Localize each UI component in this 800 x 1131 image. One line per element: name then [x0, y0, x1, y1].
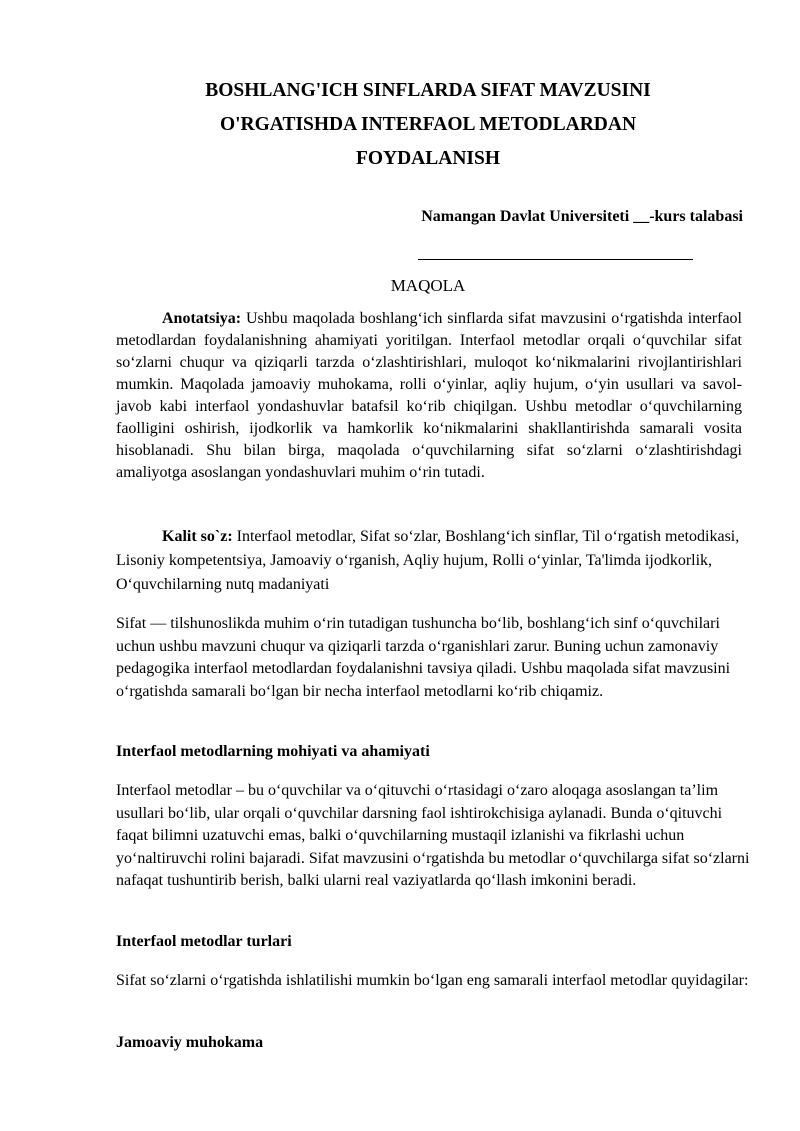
- types-paragraph: Sifat so‘zlarni o‘rgatishda ishlatilishi mumkin bo‘lgan eng samarali interfaol metodlar quyidagilar:: [116, 972, 749, 989]
- abstract-label: Anotatsiya:: [162, 310, 242, 327]
- article-title: [100, 74, 756, 176]
- abstract-paragraph: [116, 308, 742, 484]
- keywords-text: Interfaol metodlar, Sifat so‘zlar, Boshlang‘ich sinflar, Til o‘rgatish metodikasi, Lisoniy kompetentsiya, Jamoaviy o‘rganish, Aqliy hujum, Rolli o‘yinlar, Ta'limda ijodkorlik, O‘quvchilarning nutq madaniyati: [116, 528, 740, 593]
- section-heading-essence: Interfaol metodlarning mohiyati va ahamiyati: [116, 743, 430, 760]
- abstract-text: Ushbu maqolada boshlang‘ich sinflarda sifat mavzusini o‘rgatishda interfaol metodlardan foydalanishning ahamiyati yoritilgan. Interfaol metodlar orqali o‘quvchilar sifat so‘zlarni chuqur va qiziqarli tarzda o‘zlashtirishlari, muloqot ko‘nikmalarini rivojlantirishlari mumkin. Maqolada jamoaviy muhokama, rolli o‘yinlar, aqliy hujum, o‘yin usullari va savol-javob kabi interfaol yondashuvlar batafsil ko‘rib chiqilgan. Ushbu metodlar o‘quvchilarning faolligini oshirish, ijodkorlik va hamkorlik ko‘nikmalarini shakllantirishda samarali vosita hisoblanadi. Shu bilan birga, maqolada o‘quvchilarning sifat so‘zlarni o‘zlashtirishdagi amaliyotga asoslangan yondashuvlari muhim o‘rin tutadi.: [116, 310, 742, 481]
- keywords-paragraph: [116, 525, 742, 597]
- section-label-maqola: MAQOLA: [390, 276, 466, 295]
- section-heading-types: Interfaol metodlar turlari: [116, 933, 292, 950]
- title-line-2: O'RGATISHDA INTERFAOL METODLARDAN: [219, 114, 637, 135]
- author-affiliation: Namangan Davlat Universiteti __-kurs talabasi: [421, 208, 743, 225]
- subsection-heading-group-discussion: Jamoaviy muhokama: [116, 1034, 264, 1051]
- intro-paragraph: Sifat — tilshunoslikda muhim o‘rin tutadigan tushuncha bo‘lib, boshlang‘ich sinf o‘quvchilari uchun ushbu mavzuni chuqur va qiziqarli tarzda o‘rganishlari zarur. Buning uchun zamonaviy pedagogika interfaol metodlardan foydalanishni tavsiya qiladi. Ushbu maqolada sifat mavzusini o‘rgatishda samarali bo‘lgan bir necha interfaol metodlarni ko‘rib chiqamiz.: [116, 615, 731, 700]
- title-line-1: BOSHLANG'ICH SINFLARDA SIFAT MAVZUSINI: [205, 80, 651, 101]
- essence-paragraph: Interfaol metodlar – bu o‘quvchilar va o‘qituvchi o‘rtasidagi o‘zaro aloqaga asoslangan ta’lim usullari bo‘lib, ular orqali o‘quvchilar darsning faol ishtirokchisiga aylanadi. Bunda o‘qituvchi faqat bilimni uzatuvchi emas, balki o‘quvchilarning mustaqil izlanishi va fikrlashi uchun yo‘naltiruvchi rolini bajaradi. Sifat mavzusini o‘rgatishda bu metodlar o‘quvchilarga sifat so‘zlarni nafaqat tushuntirib berish, balki ularni real vaziyatlarda qo‘llash imkonini beradi.: [116, 782, 750, 889]
- author-underline: [418, 259, 693, 260]
- title-line-3: FOYDALANISH: [355, 148, 501, 169]
- keywords-label: Kalit so`z:: [162, 528, 233, 545]
